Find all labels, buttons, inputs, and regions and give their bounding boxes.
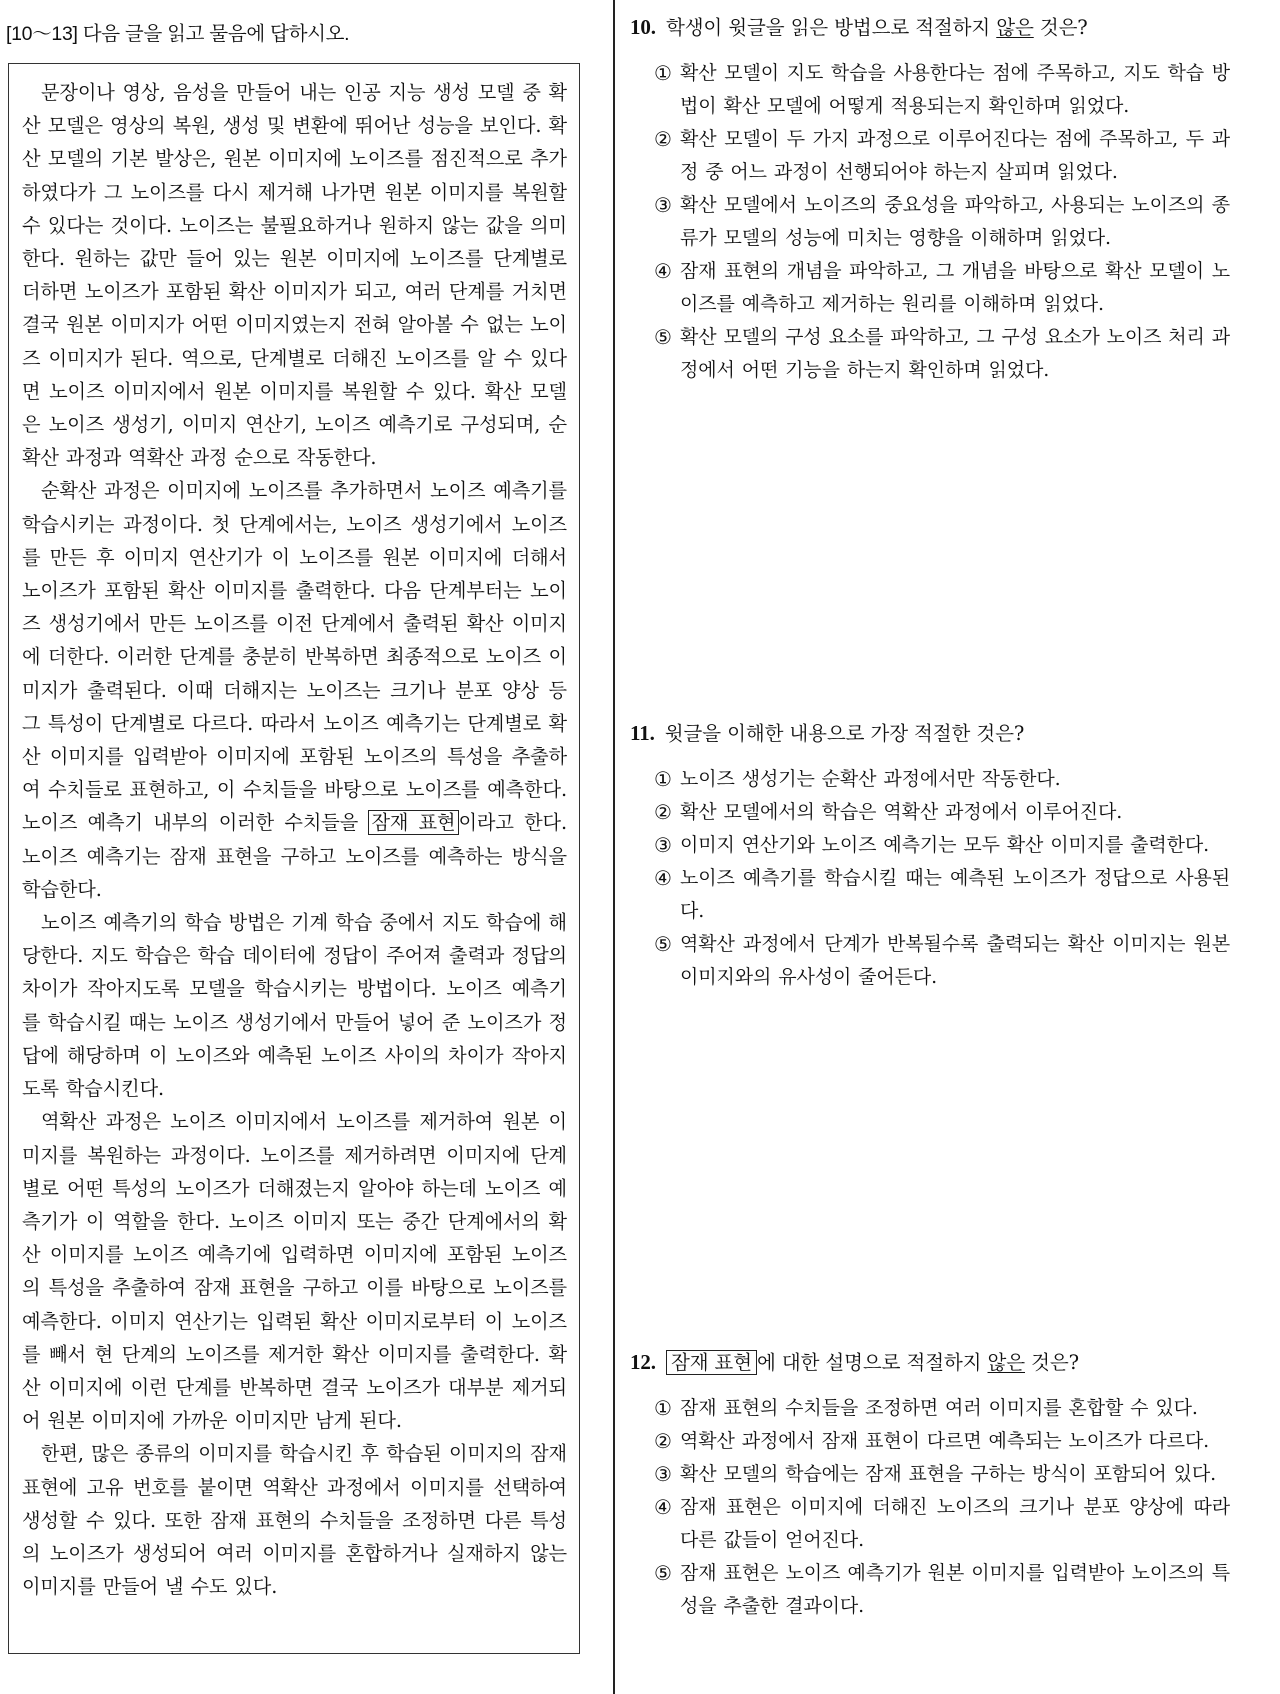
emphasis-underline: 않은 <box>987 1351 1025 1374</box>
option-list <box>630 57 1230 387</box>
option-4[interactable] <box>654 862 1230 928</box>
question-number: 10. <box>630 15 656 39</box>
option-1[interactable] <box>654 57 1230 123</box>
option-marker: ① <box>654 1396 672 1420</box>
option-text: 역확산 과정에서 잠재 표현이 다르면 예측되는 노이즈가 다르다. <box>680 1430 1210 1452</box>
passage-paragraph-3 <box>22 906 567 1105</box>
passage-paragraph-1 <box>22 76 567 474</box>
option-marker: ③ <box>654 1462 672 1486</box>
option-marker: ③ <box>654 193 672 217</box>
option-marker: ② <box>654 127 672 151</box>
option-marker: ① <box>654 61 672 85</box>
passage-paragraph-2 <box>22 474 567 906</box>
option-2[interactable] <box>654 796 1230 829</box>
boxed-term-latent-representation: 잠재 표현 <box>666 1350 757 1375</box>
option-2[interactable] <box>654 123 1230 189</box>
option-1[interactable] <box>654 763 1230 796</box>
option-5[interactable] <box>654 321 1230 387</box>
instruction-heading: [10～13] 다음 글을 읽고 물음에 답하시오. <box>6 23 350 45</box>
option-marker: ① <box>654 767 672 791</box>
option-4[interactable] <box>654 1491 1230 1557</box>
option-marker: ② <box>654 800 672 824</box>
option-text: 확산 모델의 학습에는 잠재 표현을 구하는 방식이 포함되어 있다. <box>680 1463 1217 1485</box>
option-3[interactable] <box>654 1458 1230 1491</box>
option-1[interactable] <box>654 1392 1230 1425</box>
option-2[interactable] <box>654 1425 1230 1458</box>
option-text: 이미지 연산기와 노이즈 예측기는 모두 확산 이미지를 출력한다. <box>680 834 1210 856</box>
option-5[interactable] <box>654 1557 1230 1623</box>
option-text: 잠재 표현은 이미지에 더해진 노이즈의 크기나 분포 양상에 따라 다른 값들이 얻어진다. <box>680 1496 1230 1551</box>
option-4[interactable] <box>654 255 1230 321</box>
passage-text: 이라고 한다. 노이즈 예측기는 잠재 표현을 구하고 노이즈를 예측하는 방식을 학습한다. <box>22 811 567 901</box>
option-3[interactable] <box>654 189 1230 255</box>
option-marker: ④ <box>654 866 672 890</box>
option-text: 역확산 과정에서 단계가 반복될수록 출력되는 확산 이미지는 원본 이미지와의 유사성이 줄어든다. <box>680 933 1230 988</box>
stem-text: 것은? <box>1025 1351 1079 1374</box>
passage-text: 한편, 많은 종류의 이미지를 학습시킨 후 학습된 이미지의 잠재 표현에 고유 번호를 붙이면 역확산 과정에서 이미지를 선택하여 생성할 수 있다. 또한 잠재 표현의 수치들을 조정하면 다른 특성의 노이즈가 생성되어 여러 이미지를 혼합하거나 실재하지 않는 이미지를 만들어 낼 수도 있다. <box>22 1442 567 1599</box>
option-text: 확산 모델이 두 가지 과정으로 이루어진다는 점에 주목하고, 두 과정 중 어느 과정이 선행되어야 하는지 살피며 읽었다. <box>680 128 1230 183</box>
option-3[interactable] <box>654 829 1230 862</box>
question-stem <box>630 12 1230 43</box>
passage-text: 역확산 과정은 노이즈 이미지에서 노이즈를 제거하여 원본 이미지를 복원하는 과정이다. 노이즈를 제거하려면 이미지에 단계별로 어떤 특성의 노이즈가 더해졌는지 알아야 하는데 노이즈 예측기가 이 역할을 한다. 노이즈 이미지 또는 중간 단계에서의 확산 이미지를 노이즈 예측기에 입력하면 이미지에 포함된 노이즈의 특성을 추출하여 잠재 표현을 구하고 이를 바탕으로 노이즈를 예측한다. 이미지 연산기는 입력된 확산 이미지로부터 이 노이즈를 빼서 현 단계의 노이즈를 제거한 확산 이미지를 출력한다. 확산 이미지에 이런 단계를 반복하면 결국 노이즈가 대부분 제거되어 원본 이미지에 가까운 이미지만 남게 된다. <box>22 1110 567 1433</box>
emphasis-underline: 않은 <box>996 16 1034 39</box>
question-stem <box>630 718 1230 749</box>
option-marker: ⑤ <box>654 932 672 956</box>
passage-column <box>0 0 595 1694</box>
option-text: 확산 모델의 구성 요소를 파악하고, 그 구성 요소가 노이즈 처리 과정에서 어떤 기능을 하는지 확인하며 읽었다. <box>680 326 1230 381</box>
question-number: 12. <box>630 1350 656 1374</box>
question-10 <box>630 12 1230 387</box>
option-text: 확산 모델이 지도 학습을 사용한다는 점에 주목하고, 지도 학습 방법이 확산 모델에 어떻게 적용되는지 확인하며 읽었다. <box>680 62 1230 117</box>
question-stem <box>630 1347 1230 1378</box>
option-list <box>630 1392 1230 1623</box>
question-12 <box>630 1347 1230 1623</box>
passage-box <box>8 63 580 1654</box>
passage-text: 순확산 과정은 이미지에 노이즈를 추가하면서 노이즈 예측기를 학습시키는 과정이다. 첫 단계에서는, 노이즈 생성기에서 노이즈를 만든 후 이미지 연산기가 이 노이즈를 원본 이미지에 더해서 노이즈가 포함된 확산 이미지를 출력한다. 다음 단계부터는 노이즈 생성기에서 만든 노이즈를 이전 단계에서 출력된 확산 이미지에 더한다. 이러한 단계를 충분히 반복하면 최종적으로 노이즈 이미지가 출력된다. 이때 더해지는 노이즈는 크기나 분포 양상 등 그 특성이 단계별로 다르다. 따라서 노이즈 예측기는 단계별로 확산 이미지를 입력받아 이미지에 포함된 노이즈의 특성을 추출하여 수치들로 표현하고, 이 수치들을 바탕으로 노이즈를 예측한다. 노이즈 예측기 내부의 이러한 수치들을 <box>22 479 567 835</box>
option-text: 노이즈 예측기를 학습시킬 때는 예측된 노이즈가 정답으로 사용된다. <box>680 867 1230 922</box>
option-text: 확산 모델에서 노이즈의 중요성을 파악하고, 사용되는 노이즈의 종류가 모델의 성능에 미치는 영향을 이해하며 읽었다. <box>680 194 1230 249</box>
option-text: 잠재 표현의 수치들을 조정하면 여러 이미지를 혼합할 수 있다. <box>680 1397 1198 1419</box>
passage-paragraph-4 <box>22 1105 567 1437</box>
option-marker: ③ <box>654 833 672 857</box>
stem-text: 학생이 윗글을 읽은 방법으로 적절하지 <box>665 16 997 39</box>
option-marker: ④ <box>654 259 672 283</box>
option-list <box>630 763 1230 994</box>
option-marker: ② <box>654 1429 672 1453</box>
questions-column <box>630 0 1230 1694</box>
option-marker: ⑤ <box>654 325 672 349</box>
question-11 <box>630 718 1230 994</box>
option-marker: ④ <box>654 1495 672 1519</box>
option-5[interactable] <box>654 928 1230 994</box>
column-divider <box>613 0 615 1694</box>
passage-text: 문장이나 영상, 음성을 만들어 내는 인공 지능 생성 모델 중 확산 모델은 영상의 복원, 생성 및 변환에 뛰어난 성능을 보인다. 확산 모델의 기본 발상은, 원본 이미지에 노이즈를 점진적으로 추가하였다가 그 노이즈를 다시 제거해 나가면 원본 이미지를 복원할 수 있다는 것이다. 노이즈는 불필요하거나 원하지 않는 값을 의미한다. 원하는 값만 들어 있는 원본 이미지에 노이즈를 단계별로 더하면 노이즈가 포함된 확산 이미지가 되고, 여러 단계를 거치면 결국 원본 이미지가 어떤 이미지였는지 전혀 알아볼 수 없는 노이즈 이미지가 된다. 역으로, 단계별로 더해진 노이즈를 알 수 있다면 노이즈 이미지에서 원본 이미지를 복원할 수 있다. 확산 모델은 노이즈 생성기, 이미지 연산기, 노이즈 예측기로 구성되며, 순확산 과정과 역확산 과정 순으로 작동한다. <box>22 81 567 470</box>
question-number: 11. <box>630 721 655 745</box>
stem-text: 윗글을 이해한 내용으로 가장 적절한 것은? <box>664 722 1025 745</box>
option-text: 잠재 표현의 개념을 파악하고, 그 개념을 바탕으로 확산 모델이 노이즈를 예측하고 제거하는 원리를 이해하며 읽었다. <box>680 260 1230 315</box>
option-marker: ⑤ <box>654 1561 672 1585</box>
boxed-term-latent-representation: 잠재 표현 <box>368 810 458 835</box>
option-text: 노이즈 생성기는 순확산 과정에서만 작동한다. <box>680 768 1061 790</box>
passage-paragraph-5 <box>22 1437 567 1603</box>
option-text: 잠재 표현은 노이즈 예측기가 원본 이미지를 입력받아 노이즈의 특성을 추출한 결과이다. <box>680 1562 1230 1617</box>
stem-text: 에 대한 설명으로 적절하지 <box>757 1351 988 1374</box>
option-text: 확산 모델에서의 학습은 역확산 과정에서 이루어진다. <box>680 801 1123 823</box>
passage-text: 노이즈 예측기의 학습 방법은 기계 학습 중에서 지도 학습에 해당한다. 지도 학습은 학습 데이터에 정답이 주어져 출력과 정답의 차이가 작아지도록 모델을 학습시키는 방법이다. 노이즈 예측기를 학습시킬 때는 노이즈 생성기에서 만들어 넣어 준 노이즈가 정답에 해당하며 이 노이즈와 예측된 노이즈 사이의 차이가 작아지도록 학습시킨다. <box>22 911 567 1101</box>
stem-text: 것은? <box>1033 16 1088 39</box>
